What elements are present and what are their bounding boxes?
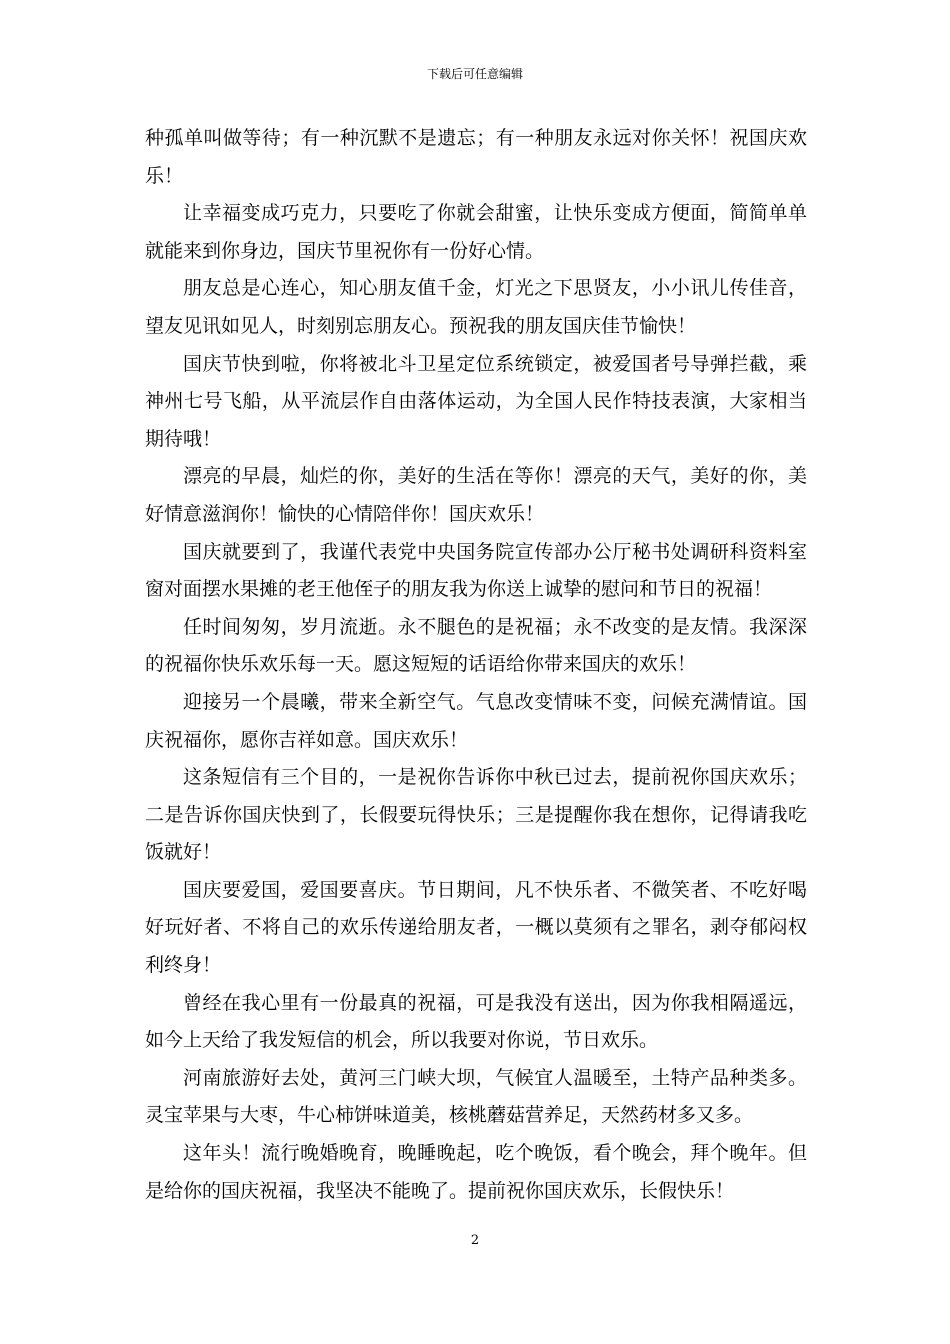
paragraph: 漂亮的早晨，灿烂的你，美好的生活在等你！漂亮的天气，美好的你，美好情意滋润你！愉快的心情陪伴你！国庆欢乐！ (145, 465, 807, 525)
paragraph: 这条短信有三个目的，一是祝你告诉你中秋已过去，提前祝你国庆欢乐；二是告诉你国庆快到了，长假要玩得快乐；三是提醒你我在想你，记得请我吃饭就好！ (145, 766, 807, 864)
paragraph: 国庆要爱国，爱国要喜庆。节日期间，凡不快乐者、不微笑者、不吃好喝好玩好者、不将自己的欢乐传递给朋友者，一概以莫须有之罪名，剥夺郁闷权利终身！ (145, 878, 807, 977)
paragraph: 让幸福变成巧克力，只要吃了你就会甜蜜，让快乐变成方便面，简简单单就能来到你身边，国庆节里祝你有一份好心情。 (145, 202, 807, 262)
paragraph: 种孤单叫做等待；有一种沉默不是遗忘；有一种朋友永远对你关怀！祝国庆欢乐！ (145, 127, 807, 187)
paragraph: 这年头！流行晚婚晚育，晚睡晚起，吃个晚饭，看个晚会，拜个晚年。但是给你的国庆祝福，我坚决不能晚了。提前祝你国庆欢乐，长假快乐！ (145, 1142, 807, 1202)
paragraph: 任时间匆匆，岁月流逝。永不腿色的是祝福；永不改变的是友情。我深深的祝福你快乐欢乐每一天。愿这短短的话语给你带来国庆的欢乐！ (145, 615, 807, 676)
paragraph: 迎接另一个晨曦，带来全新空气。气息改变情味不变，问候充满情谊。国庆祝福你，愿你吉祥如意。国庆欢乐！ (145, 690, 807, 751)
paragraph: 曾经在我心里有一份最真的祝福，可是我没有送出，因为你我相隔遥远，如今上天给了我发短信的机会，所以我要对你说，节日欢乐。 (145, 991, 807, 1052)
paragraph: 河南旅游好去处，黄河三门峡大坝，气候宜人温暖至，土特产品种类多。灵宝苹果与大枣，牛心柿饼味道美，核桃蘑菇营养足，天然药材多又多。 (145, 1066, 807, 1127)
paragraph: 朋友总是心连心，知心朋友值千金，灯光之下思贤友，小小讯儿传佳音，望友见讯如见人，时刻别忘朋友心。预祝我的朋友国庆佳节愉快！ (145, 277, 807, 337)
paragraph: 国庆就要到了，我谨代表党中央国务院宣传部办公厅秘书处调研科资料室窗对面摆水果摊的老王他侄子的朋友我为你送上诚挚的慰问和节日的祝福！ (145, 540, 807, 601)
document-body (145, 120, 807, 1210)
page-number: 2 (470, 1233, 480, 1248)
paragraph: 国庆节快到啦，你将被北斗卫星定位系统锁定，被爱国者号导弹拦截，乘神州七号飞船，从平流层作自由落体运动，为全国人民作特技表演，大家相当期待哦！ (145, 352, 807, 450)
page-header: 下载后可任意编辑 (426, 67, 523, 81)
